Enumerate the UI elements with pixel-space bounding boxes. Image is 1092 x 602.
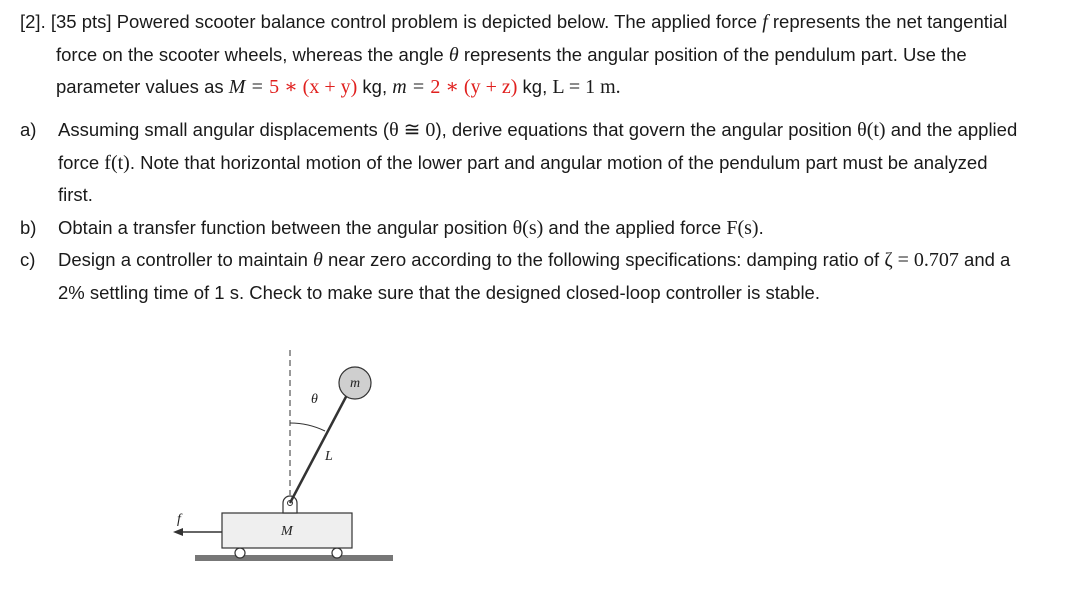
angle-arc [290,423,325,431]
M-equation-lhs: M = [228,76,264,98]
m-unit: kg, [522,76,548,97]
theta-s: θ(s) [512,216,544,239]
part-c-text-3: and a 2% settling time of 1 s. Check to make sure that the designed closed-loop controller is stable. [58,249,1011,303]
part-body [58,244,1020,309]
part-a-text-3: and the applied force [58,119,1018,173]
part-a-text-4: . Note that horizontal motion of the lower part and angular motion of the pendulum part must be analyzed first. [58,151,988,205]
ground [195,555,393,561]
m-equation-lhs: m = [392,76,426,98]
part-a-text-1: Assuming small angular displacements ( [58,119,390,140]
problem-points: [35 pts] [50,11,112,32]
theta-t: θ(t) [857,119,886,141]
small-angle-condition: θ ≅ 0 [389,119,436,141]
zeta-spec: ζ = 0.707 [884,249,959,271]
intro-text-1: Powered scooter balance control problem is depicted below. The applied force [116,11,758,32]
F-s: F(s) [726,216,759,239]
part-a-text-2: ), derive equations that govern the angular position [435,119,852,140]
problem-intro [20,6,1020,104]
part-a [20,114,1020,212]
angle-label: θ [311,392,318,407]
part-body [58,212,1020,245]
angle-symbol: θ [448,43,459,66]
L-equation: L = 1 m. [552,76,621,98]
parts-list [20,114,1020,309]
f-t: f(t) [104,151,130,174]
force-arrowhead-icon [173,528,183,536]
M-expression: 5 ∗ (x + y) [269,76,358,98]
part-c [20,244,1020,309]
m-expression: 2 ∗ (y + z) [430,76,518,98]
part-b [20,212,1020,245]
problem-statement [20,6,1020,104]
force-symbol: f [762,11,768,33]
length-label: L [325,449,333,464]
part-body [58,114,1020,212]
mass-label: m [350,376,361,391]
part-label: b) [20,216,37,238]
part-b-text-3: . [758,216,764,238]
part-label: a) [20,119,37,140]
scooter-pendulum-figure [165,345,405,570]
part-b-text-2: and the applied force [548,216,722,238]
intro-text-3: represents the angular position of the pendulum part. Use the parameter values as [56,43,967,97]
left-wheel [235,548,245,558]
pendulum-rod [290,393,348,503]
part-c-text-1: Design a controller to maintain [58,249,308,270]
problem-number: [2]. [20,11,46,32]
cart-label: M [281,524,293,539]
part-b-text-1: Obtain a transfer function between the angular position [58,216,508,238]
theta-symbol: θ [313,249,323,271]
right-wheel [332,548,342,558]
part-c-text-2: near zero according to the following specifications: damping ratio of [328,249,880,270]
M-unit: kg, [362,76,388,97]
force-label: f [177,512,181,527]
intro-text-2: represents the net tangential force on the scooter wheels, whereas the angle [56,11,1008,65]
part-label: c) [20,249,36,270]
